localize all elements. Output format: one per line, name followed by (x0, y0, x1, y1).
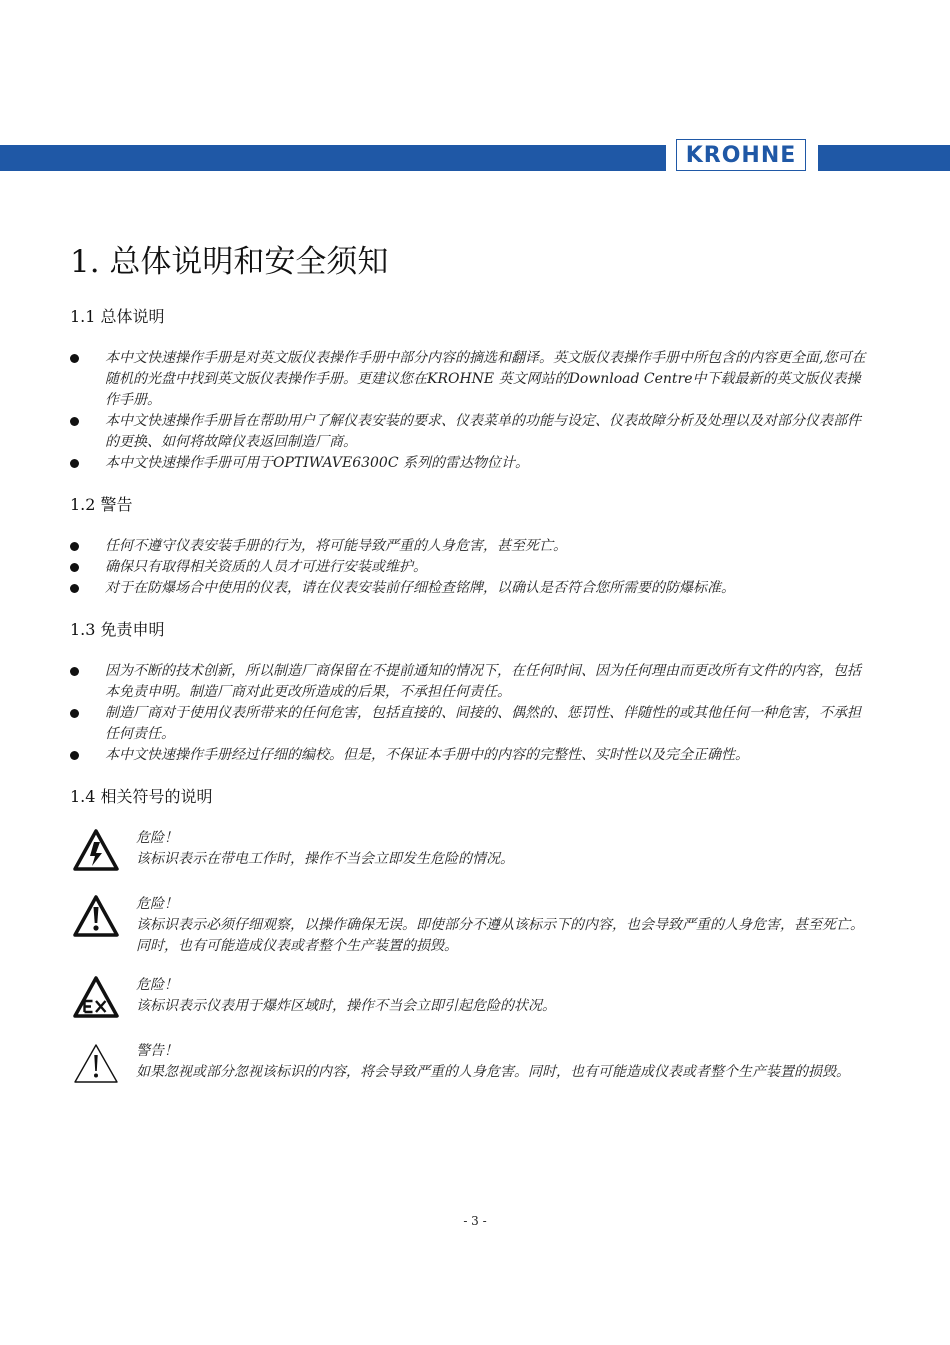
symbol-entry (70, 975, 870, 1023)
list-item: 本中文快速操作手册是对英文版仪表操作手册中部分内容的摘选和翻译。英文版仪表操作手册中所包含的内容更全面,您可在随机的光盘中找到英文版仪表操作手册。更建议您在KROHNE 英文网站的Download Centre中下载最新的英文版仪表操作手册。 (70, 348, 870, 411)
header-bar-right (818, 145, 950, 171)
list-item: 本中文快速操作手册经过仔细的编校。但是，不保证本手册中的内容的完整性、实时性以及完全正确性。 (70, 745, 870, 766)
list-item: 本中文快速操作手册旨在帮助用户了解仪表安装的要求、仪表菜单的功能与设定、仪表故障分析及处理以及对部分仪表部件的更换、如何将故障仪表返回制造厂商。 (70, 411, 870, 453)
symbol-text: 如果忽视或部分忽视该标识的内容，将会导致严重的人身危害。同时，也有可能造成仪表或者整个生产装置的损毁。 (136, 1064, 850, 1080)
list-item: 本中文快速操作手册可用于OPTIWAVE6300C 系列的雷达物位计。 (70, 453, 870, 474)
symbol-text: 该标识表示在带电工作时，操作不当会立即发生危险的情况。 (136, 851, 514, 867)
list-item: 确保只有取得相关资质的人员才可进行安装或维护。 (70, 557, 870, 578)
list-item: 对于在防爆场合中使用的仪表，请在仪表安装前仔细检查铭牌，以确认是否符合您所需要的防爆标准。 (70, 578, 870, 599)
symbol-entry (70, 828, 870, 876)
page-content (70, 240, 870, 1107)
krohne-logo (676, 139, 806, 171)
disclaimer-list (70, 661, 870, 766)
section-heading-general: 1.1 总体说明 (70, 307, 165, 326)
list-item: 制造厂商对于使用仪表所带来的任何危害，包括直接的、间接的、偶然的、惩罚性、伴随性的或其他任何一种危害，不承担任何责任。 (70, 703, 870, 745)
symbols-list (70, 828, 870, 1089)
symbol-text: 该标识表示仪表用于爆炸区域时，操作不当会立即引起危险的状况。 (136, 998, 556, 1014)
bullet-icon (70, 751, 79, 760)
bullet-icon (70, 417, 79, 426)
symbol-entry (70, 894, 870, 957)
symbol-label: 危险！ (136, 830, 178, 846)
list-item: 任何不遵守仪表安装手册的行为，将可能导致严重的人身危害，甚至死亡。 (70, 536, 870, 557)
page-title: 1. 总体说明和安全须知 (70, 244, 389, 280)
header-bar-left (0, 145, 666, 171)
symbol-label: 危险！ (136, 896, 178, 912)
explosion-hazard-icon (72, 975, 120, 1019)
page-number: - 3 - (463, 1214, 487, 1228)
warning-exclamation-icon (72, 1041, 120, 1085)
bullet-icon (70, 667, 79, 676)
logo-text: KROHNE (685, 142, 797, 168)
list-item: 因为不断的技术创新，所以制造厂商保留在不提前通知的情况下，在任何时间、因为任何理由而更改所有文件的内容，包括本免责申明。制造厂商对此更改所造成的后果，不承担任何责任。 (70, 661, 870, 703)
section-heading-symbols: 1.4 相关符号的说明 (70, 787, 213, 806)
symbol-label: 危险！ (136, 977, 178, 993)
danger-exclamation-icon (72, 894, 120, 938)
symbol-text: 该标识表示必须仔细观察，以操作确保无误。即使部分不遵从该标示下的内容，也会导致严重的人身危害，甚至死亡。同时，也有可能造成仪表或者整个生产装置的损毁。 (136, 917, 864, 954)
general-list (70, 348, 870, 474)
symbol-entry (70, 1041, 870, 1089)
bullet-icon (70, 542, 79, 551)
symbol-label: 警告！ (136, 1043, 178, 1059)
bullet-icon (70, 459, 79, 468)
bullet-icon (70, 584, 79, 593)
header-bar (0, 142, 950, 171)
bullet-icon (70, 354, 79, 363)
electrical-hazard-icon (72, 828, 120, 872)
bullet-icon (70, 709, 79, 718)
section-heading-disclaimer: 1.3 免责申明 (70, 620, 165, 639)
bullet-icon (70, 563, 79, 572)
section-heading-warning: 1.2 警告 (70, 495, 133, 514)
warning-list (70, 536, 870, 599)
